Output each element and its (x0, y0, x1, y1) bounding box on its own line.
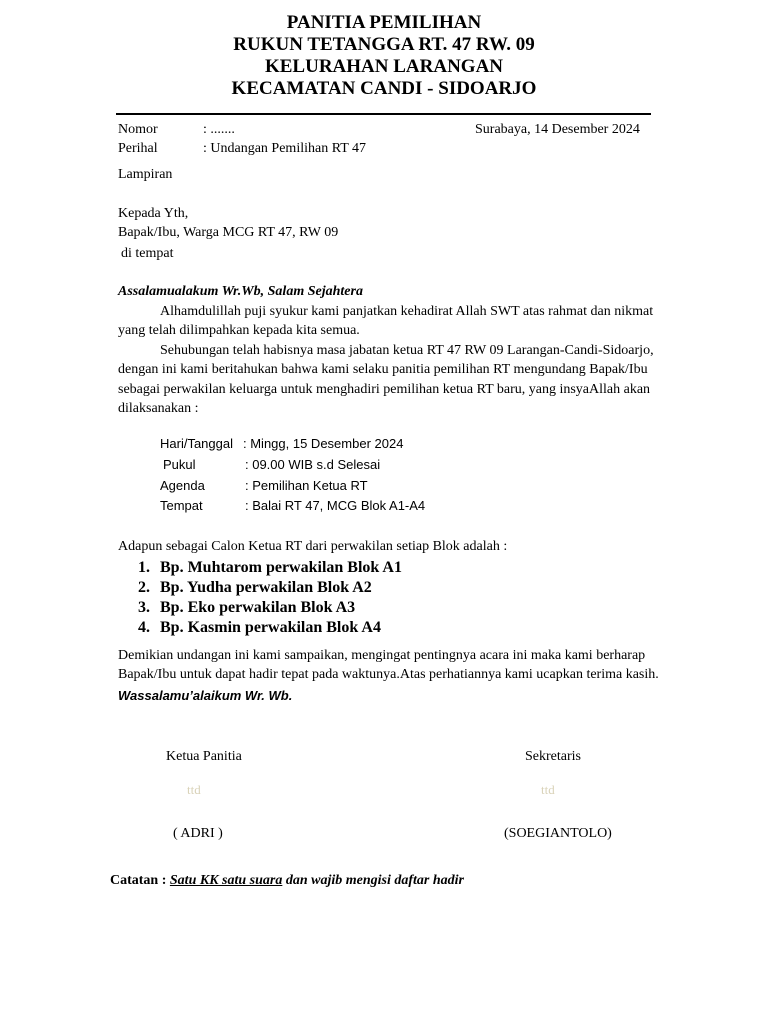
greeting: Assalamualakum Wr.Wb, Salam Sejahtera (118, 284, 363, 299)
note-rest: dan wajib mengisi daftar hadir (282, 873, 464, 888)
signature-left-name: ( ADRI ) (173, 826, 223, 841)
candidate-1-number: 1. (138, 559, 150, 576)
schedule-value-place: : Balai RT 47, MCG Blok A1-A4 (245, 498, 426, 513)
signature-left-title: Ketua Panitia (166, 749, 242, 764)
candidate-2-number: 2. (138, 579, 150, 596)
paragraph-2-line-3: sebagai perwakilan keluarga untuk menghadiri pemilihan ketua RT baru, yang insyaAllah akan (118, 382, 651, 397)
closing-salam: Wassalamu’alaikum Wr. Wb. (118, 688, 293, 703)
note (110, 873, 464, 889)
paragraph-2-line-4: dilaksanakan : (118, 401, 199, 416)
header-divider (116, 113, 651, 115)
note-emphasis: Satu KK satu suara (169, 873, 283, 888)
schedule-label-agenda: Agenda (160, 478, 205, 493)
signature-left-ttd: ttd (187, 782, 201, 797)
signature-right-title: Sekretaris (525, 749, 581, 764)
candidate-1-name: Bp. Muhtarom perwakilan Blok A1 (160, 559, 402, 576)
recipient-line1: Kepada Yth, (118, 206, 189, 221)
schedule-label-date: Hari/Tanggal (160, 436, 233, 451)
paragraph-1-line-1: Alhamdulillah puji syukur kami panjatkan kehadirat Allah SWT atas rahmat dan nikmat (160, 304, 654, 319)
closing-line-2: Bapak/Ibu untuk dapat hadir tepat pada waktunya.Atas perhatiannya kami ucapkan terima kasih. (118, 667, 659, 682)
candidates-intro: Adapun sebagai Calon Ketua RT dari perwakilan setiap Blok adalah : (118, 539, 508, 554)
closing-line-1: Demikian undangan ini kami sampaikan, mengingat pentingnya acara ini maka kami berharap (118, 648, 646, 663)
schedule-value-time: : 09.00 WIB s.d Selesai (245, 457, 381, 472)
signature-right-ttd: ttd (541, 782, 555, 797)
org-title-line4: KECAMATAN CANDI - SIDOARJO (231, 78, 537, 99)
candidate-3-name: Bp. Eko perwakilan Blok A3 (160, 599, 356, 616)
recipient-line2: Bapak/Ibu, Warga MCG RT 47, RW 09 (118, 225, 339, 240)
lampiran-label: Lampiran (118, 167, 173, 182)
nomor-label: Nomor (118, 122, 158, 137)
perihal-value: : Undangan Pemilihan RT 47 (203, 141, 366, 156)
recipient-line3: di tempat (121, 246, 174, 261)
schedule-value-date: : Mingg, 15 Desember 2024 (243, 436, 404, 451)
org-title-line3: KELURAHAN LARANGAN (264, 56, 504, 77)
schedule-value-agenda: : Pemilihan Ketua RT (245, 478, 368, 493)
paragraph-1-line-2: yang telah dilimpahkan kepada kita semua. (118, 323, 360, 338)
note-label: Catatan : (110, 873, 167, 888)
candidate-4-name: Bp. Kasmin perwakilan Blok A4 (160, 619, 381, 636)
org-title-line2: RUKUN TETANGGA RT. 47 RW. 09 (233, 34, 535, 55)
place-date: Surabaya, 14 Desember 2024 (475, 122, 640, 137)
paragraph-2-line-2: dengan ini kami beritahukan bahwa kami selaku panitia pemilihan RT mengundang Bapak/Ibu (118, 362, 648, 377)
candidate-2-name: Bp. Yudha perwakilan Blok A2 (160, 579, 372, 596)
schedule-label-place: Tempat (160, 498, 203, 513)
paragraph-2-line-1: Sehubungan telah habisnya masa jabatan ketua RT 47 RW 09 Larangan-Candi-Sidoarjo, (160, 343, 654, 358)
nomor-value: : ....... (203, 122, 235, 137)
org-title-line1: PANITIA PEMILIHAN (286, 12, 482, 33)
signature-right-name: (SOEGIANTOLO) (504, 826, 612, 841)
perihal-label: Perihal (118, 141, 158, 156)
candidate-3-number: 3. (138, 599, 150, 616)
candidate-4-number: 4. (138, 619, 150, 636)
schedule-label-time: Pukul (163, 457, 196, 472)
